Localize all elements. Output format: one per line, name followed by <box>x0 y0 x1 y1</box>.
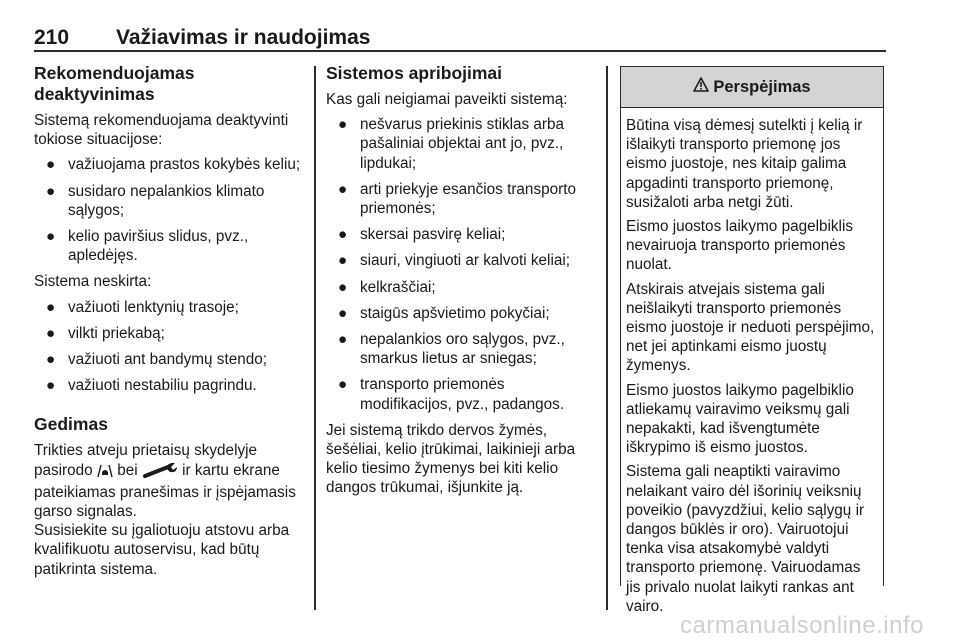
warning-paragraph: Sistema gali neaptikti vairavimo nelaikant vairo dėl išorinių veiksnių poveikio (pavyzdžiui, kelio sąlygų ir dangos būklės ir oro). Vairuotojui tenka visa atsakomybė valdyti transporto priemonę. Vairuodamas jis privalo nuolat laikyti rankas ant vairo. <box>626 463 865 615</box>
bullet-icon: ● <box>46 324 56 342</box>
warning-paragraph: Būtina visą dėmesį sutelkti į kelią ir išlaikyti transporto priemonę jos eismo juostoje, nes kitaip galima apgadinti transporto priemonę, susižaloti arba netgi žūti. <box>626 117 863 211</box>
bullet-icon: ● <box>46 377 56 395</box>
bullet-icon: ● <box>46 156 56 174</box>
bullet-icon: ● <box>338 376 348 394</box>
bullet-icon: ● <box>46 351 56 369</box>
list-item: ● siauri, vingiuoti ar kalvoti keliai; <box>338 252 570 270</box>
paragraph: Kas gali neigiamai paveikti sistemą: <box>326 91 568 108</box>
list-item: ● kelio paviršius slidus, pvz., apledėjęs. <box>46 228 249 265</box>
list-item: ● važiuojama prastos kokybės keliu; <box>46 156 301 174</box>
warning-paragraph: Eismo juostos laikymo pagelbiklis nevairuoja transporto priemonės nuolat. <box>626 218 853 274</box>
list-item: ● arti priekyje esančios transporto priemonės; <box>338 180 576 218</box>
paragraph: Susisiekite su įgaliotuoju atstovu arba kvalifikuotu autoservisu, kad būtų patikrinta sistema. <box>34 522 290 578</box>
bullet-icon: ● <box>46 182 56 200</box>
list-item: ● skersai pasvirę keliai; <box>338 226 506 244</box>
bullet-list <box>326 115 598 414</box>
list-item: ● vilkti priekabą; <box>46 324 165 342</box>
bullet-icon: ● <box>46 228 56 246</box>
page-header <box>34 22 886 50</box>
bullet-list <box>34 298 304 396</box>
header-rule <box>34 50 886 52</box>
page-number: 210 <box>34 26 70 49</box>
paragraph: Trikties atveju prietaisų skydelyje pasirodo bei ir kartu ekrane pateikiamas pranešimas ir įspėjamasis garso signalas. <box>34 442 296 521</box>
list-item: ● kelkraščiai; <box>338 278 436 296</box>
warning-paragraph: Eismo juostos laikymo pagelbiklio atliekamų vairavimo veiksmų gali nepakakti, kad išvengtumėte iškrypimo iš eismo juostos. <box>626 381 854 457</box>
warning-body <box>621 108 883 616</box>
bullet-icon: ● <box>338 304 348 322</box>
bullet-icon: ● <box>338 116 348 134</box>
section-heading: Gedimas <box>34 414 108 435</box>
paragraph: Sistema neskirta: <box>34 273 152 291</box>
bullet-icon: ● <box>338 331 348 349</box>
wrench-icon <box>142 462 178 483</box>
watermark: carmanualsonline.info <box>680 612 924 639</box>
section-heading: Rekomenduojamas deaktyvinimas <box>34 63 195 104</box>
bullet-icon: ● <box>338 278 348 296</box>
chapter-title: Važiavimas ir naudojimas <box>116 26 371 49</box>
warning-triangle-icon <box>693 77 709 97</box>
warning-header <box>621 67 883 108</box>
column-2 <box>326 63 598 504</box>
bullet-icon: ● <box>338 180 348 198</box>
warning-box <box>620 66 884 615</box>
list-item: ● važiuoti lenktynių trasoje; <box>46 298 239 316</box>
list-item: ● susidaro nepalankios klimato sąlygos; <box>46 182 265 219</box>
section-heading: Sistemos apribojimai <box>326 63 503 83</box>
list-item: ● staigūs apšvietimo pokyčiai; <box>338 304 550 322</box>
warning-title: Perspėjimas <box>713 77 811 96</box>
list-item: ● nešvarus priekinis stiklas arba pašaliniai objektai ant jo, pvz., lipdukai; <box>338 116 565 172</box>
lane-keep-icon <box>97 464 113 483</box>
warning-paragraph: Atskirais atvejais sistema gali neišlaikyti transporto priemonės eismo juostoje ir neduoti perspėjimo, net jei aptinkami eismo juostų žymenys. <box>626 280 875 375</box>
column-1 <box>34 63 304 585</box>
paragraph: Jei sistemą trikdo dervos žymės, šešėliai, kelio įtrūkimai, laikinieji arba kelio tiesimo žymenys bei kiti kelio dangos trūkumai, išjunkite ją. <box>326 421 576 497</box>
column-divider <box>314 66 316 610</box>
list-item: ● važiuoti nestabiliu pagrindu. <box>46 377 257 395</box>
column-divider <box>606 66 608 610</box>
bullet-icon: ● <box>46 298 56 316</box>
list-item: ● transporto priemonės modifikacijos, pvz., padangos. <box>338 376 565 413</box>
list-item: ● važiuoti ant bandymų stendo; <box>46 351 267 369</box>
list-item: ● nepalankios oro sąlygos, pvz., smarkus lietus ar sniegas; <box>338 331 565 368</box>
bullet-list <box>34 155 304 265</box>
bullet-icon: ● <box>338 252 348 270</box>
paragraph: Sistemą rekomenduojama deaktyvinti tokiose situacijose: <box>34 112 289 149</box>
bullet-icon: ● <box>338 226 348 244</box>
